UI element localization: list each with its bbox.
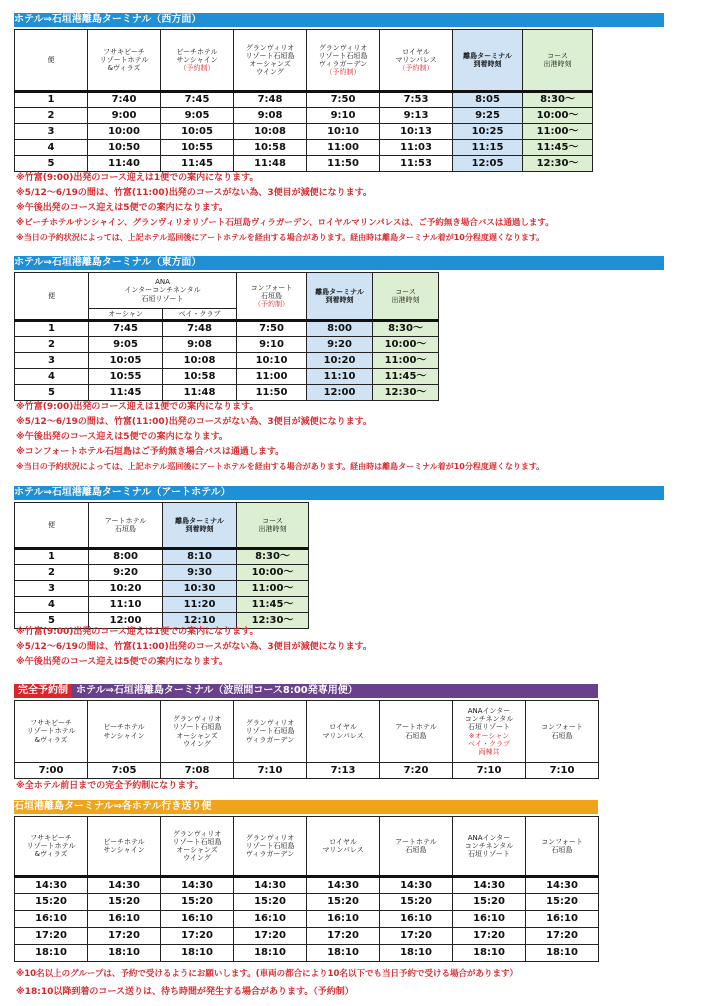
table-cell: 11:45: [89, 385, 163, 401]
table-cell: 18:10: [234, 945, 307, 962]
table-cell: 14:30: [453, 877, 526, 894]
sec3-note: ※5/12～6/19の間は、竹富(11:00)出発のコースがない為、3便目が減便になります。: [16, 642, 372, 652]
table-cell: 12:00: [307, 385, 373, 401]
sec4-header-row: [15, 701, 599, 763]
table-cell: 10:08: [234, 124, 307, 140]
table-cell: 9:05: [89, 337, 163, 353]
table-cell: 15:20: [307, 894, 380, 911]
table-cell: 11:48: [163, 385, 237, 401]
sec2-note: ※当日の予約状況によっては、上記ホテル巡回後にアートホテルを経由する場合があります。経由時は離島ターミナル着が10分程度遅くなります。: [16, 462, 545, 471]
table-cell: 10:50: [88, 140, 161, 156]
table-row: [15, 92, 593, 108]
table-cell: 8:10: [163, 549, 237, 565]
table-cell: 4: [15, 369, 89, 385]
table-cell: 9:10: [237, 337, 307, 353]
table-cell: 17:20: [88, 928, 161, 945]
table-row: [15, 321, 439, 337]
table-cell: 14:30: [234, 877, 307, 894]
table-cell: 1: [15, 549, 89, 565]
table-cell: 10:58: [163, 369, 237, 385]
table-cell: 11:00～: [237, 581, 309, 597]
col-ana: ANA インターコンチネンタル 石垣リゾート: [89, 273, 237, 309]
col-ana: ANAインター コンチネンタル 石垣リゾート: [453, 817, 526, 877]
table-cell: 12:30～: [373, 385, 439, 401]
table-row: [15, 945, 599, 962]
table-cell: 9:20: [89, 565, 163, 581]
table-cell: 12:00: [89, 613, 163, 629]
table-cell: 16:10: [234, 911, 307, 928]
col-beach-sunshine: ビーチホテル サンシャイン （予約制）: [161, 30, 234, 92]
table-cell: 10:20: [307, 353, 373, 369]
sec1-title: ホテル⇒石垣港離島ターミナル（西方面）: [14, 14, 202, 25]
sec2-title-bar: [14, 256, 664, 270]
table-cell: 15:20: [453, 894, 526, 911]
sec2-note: ※コンフォートホテル石垣島はご予約無き場合バスは通過します。: [16, 447, 285, 457]
table-cell: 16:10: [161, 911, 234, 928]
table-cell: 17:20: [161, 928, 234, 945]
table-cell: 14:30: [380, 877, 453, 894]
table-cell: 10:08: [163, 353, 237, 369]
table-cell: 7:00: [15, 763, 88, 779]
table-cell: 11:40: [88, 156, 161, 172]
table-cell: 17:20: [15, 928, 88, 945]
table-cell: 7:45: [161, 92, 234, 108]
col-course-depart: コース 出港時刻: [237, 503, 309, 549]
table-cell: 7:45: [89, 321, 163, 337]
table-row: [15, 337, 439, 353]
table-cell: 14:30: [88, 877, 161, 894]
table-cell: 12:10: [163, 613, 237, 629]
sec1-table: [14, 29, 593, 172]
sec2-header-row: [15, 273, 439, 309]
col-beach-sunshine: ビーチホテル サンシャイン: [88, 701, 161, 763]
table-cell: 8:05: [453, 92, 523, 108]
sec2-note: ※竹富(9:00)出発のコース迎えは1便での案内になります。: [16, 402, 259, 412]
table-cell: 9:00: [88, 108, 161, 124]
sec3-title-bar: [14, 486, 664, 500]
table-cell: 12:30～: [237, 613, 309, 629]
table-cell: 11:00: [237, 369, 307, 385]
table-cell: 3: [15, 353, 89, 369]
sec3-note: ※午後出発のコース迎えは5便での案内になります。: [16, 657, 228, 667]
table-cell: 2: [15, 108, 88, 124]
sec4-table: [14, 700, 599, 779]
col-comfort: コンフォート 石垣島 （予約制）: [237, 273, 307, 321]
table-row: [15, 928, 599, 945]
table-cell: 3: [15, 124, 88, 140]
table-cell: 17:20: [526, 928, 599, 945]
table-cell: 17:20: [234, 928, 307, 945]
sec1-header-row: [15, 30, 593, 92]
table-cell: 11:48: [234, 156, 307, 172]
table-row: [15, 877, 599, 894]
col-fusaki: フサキビーチ リゾートホテル &ヴィラズ: [88, 30, 161, 92]
table-cell: 16:10: [453, 911, 526, 928]
sec1-note: ※竹富(9:00)出発のコース迎えは1便での案内になります。: [16, 173, 259, 183]
col-course-depart: コース 出港時刻: [523, 30, 593, 92]
col-ana: ANAインター コンチネンタル 石垣リゾート ※オーシャン ベイ・クラブ 両棟共: [453, 701, 526, 763]
table-row: [15, 894, 599, 911]
table-cell: 12:30～: [523, 156, 593, 172]
table-cell: 10:10: [237, 353, 307, 369]
table-cell: 10:13: [380, 124, 453, 140]
table-row: [15, 385, 439, 401]
table-cell: 18:10: [161, 945, 234, 962]
table-cell: 11:10: [89, 597, 163, 613]
table-cell: 10:58: [234, 140, 307, 156]
table-cell: 10:55: [161, 140, 234, 156]
table-cell: 10:25: [453, 124, 523, 140]
table-row: [15, 911, 599, 928]
col-royal-marine: ロイヤル マリンパレス: [307, 817, 380, 877]
reservation-badge: 完全予約制: [14, 684, 72, 698]
col-course-depart: コース 出港時刻: [373, 273, 439, 321]
table-row: [15, 353, 439, 369]
table-row: [15, 763, 599, 779]
table-cell: 9:13: [380, 108, 453, 124]
table-cell: 10:00～: [373, 337, 439, 353]
table-cell: 7:05: [88, 763, 161, 779]
table-cell: 17:20: [453, 928, 526, 945]
col-fusaki: フサキビーチ リゾートホテル &ヴィラズ: [15, 701, 88, 763]
table-cell: 18:10: [307, 945, 380, 962]
table-cell: 11:00～: [523, 124, 593, 140]
col-bin: 便: [15, 30, 88, 92]
sec4-title-bar: [14, 684, 598, 698]
table-cell: 18:10: [526, 945, 599, 962]
table-cell: 11:10: [307, 369, 373, 385]
col-comfort: コンフォート 石垣島: [526, 701, 599, 763]
table-cell: 7:20: [380, 763, 453, 779]
sec4-title: ホテル⇒石垣港離島ターミナル（波照間コース8:00発専用便）: [76, 685, 358, 696]
col-bin: 便: [15, 273, 89, 321]
table-cell: 7:40: [88, 92, 161, 108]
table-cell: 10:30: [163, 581, 237, 597]
table-cell: 9:05: [161, 108, 234, 124]
sec2-note: ※5/12～6/19の間は、竹富(11:00)出発のコースがない為、3便目が減便になります。: [16, 417, 372, 427]
col-grandvrio-villa: グランヴィリオ リゾート石垣島 ヴィラガーデン: [234, 701, 307, 763]
col-grandvrio-villa: グランヴィリオ リゾート石垣島 ヴィラガーデン: [234, 817, 307, 877]
table-row: [15, 124, 593, 140]
table-cell: 8:00: [89, 549, 163, 565]
table-cell: 16:10: [307, 911, 380, 928]
table-cell: 8:30～: [373, 321, 439, 337]
table-cell: 10:00～: [237, 565, 309, 581]
table-cell: 8:30～: [237, 549, 309, 565]
col-terminal-arrival: 離島ターミナル 到着時刻: [453, 30, 523, 92]
col-terminal-arrival: 離島ターミナル 到着時刻: [307, 273, 373, 321]
sec5-note: ※10名以上のグループは、予約で受けるようにお願いします。(車両の都合により10名以下でも当日予約で受ける場合があります）: [16, 969, 518, 979]
table-cell: 15:20: [15, 894, 88, 911]
sec2-note: ※午後出発のコース迎えは5便での案内になります。: [16, 432, 228, 442]
table-cell: 16:10: [380, 911, 453, 928]
table-cell: 10:10: [307, 124, 380, 140]
table-cell: 18:10: [453, 945, 526, 962]
col-bin: 便: [15, 503, 89, 549]
table-row: [15, 156, 593, 172]
table-cell: 11:45～: [373, 369, 439, 385]
table-cell: 11:45～: [523, 140, 593, 156]
sec5-note: ※18:10以降到着のコース送りは、待ち時間が発生する場合があります。（予約制）: [16, 987, 354, 997]
table-cell: 2: [15, 565, 89, 581]
col-art-hotel: アートホテル 石垣島: [89, 503, 163, 549]
table-cell: 11:53: [380, 156, 453, 172]
table-cell: 9:08: [234, 108, 307, 124]
table-cell: 1: [15, 92, 88, 108]
table-cell: 15:20: [380, 894, 453, 911]
col-fusaki: フサキビーチ リゾートホテル &ヴィラズ: [15, 817, 88, 877]
table-cell: 16:10: [15, 911, 88, 928]
table-cell: 14:30: [307, 877, 380, 894]
table-cell: 16:10: [526, 911, 599, 928]
table-cell: 9:08: [163, 337, 237, 353]
sec2-title: ホテル⇒石垣港離島ターミナル（東方面）: [14, 257, 202, 268]
table-cell: 18:10: [380, 945, 453, 962]
table-cell: 7:10: [453, 763, 526, 779]
table-cell: 15:20: [88, 894, 161, 911]
table-cell: 10:05: [89, 353, 163, 369]
table-cell: 10:55: [89, 369, 163, 385]
table-row: [15, 565, 309, 581]
col-royal-marine: ロイヤル マリンパレス （予約制）: [380, 30, 453, 92]
col-art-hotel: アートホテル 石垣島: [380, 701, 453, 763]
sec3-note: ※竹富(9:00)出発のコース迎えは1便での案内になります。: [16, 627, 259, 637]
table-cell: 5: [15, 613, 89, 629]
table-cell: 10:20: [89, 581, 163, 597]
sec4-note: ※全ホテル前日までの完全予約制になります。: [16, 781, 204, 791]
table-cell: 4: [15, 597, 89, 613]
table-row: [15, 140, 593, 156]
table-cell: 7:10: [526, 763, 599, 779]
table-cell: 7:50: [237, 321, 307, 337]
col-ocean: オーシャン: [89, 309, 163, 321]
table-cell: 7:53: [380, 92, 453, 108]
table-row: [15, 597, 309, 613]
sec2-table: [14, 272, 439, 401]
table-cell: 12:05: [453, 156, 523, 172]
table-cell: 7:13: [307, 763, 380, 779]
col-bayclub: ベイ・クラブ: [163, 309, 237, 321]
table-cell: 7:08: [161, 763, 234, 779]
table-cell: 7:48: [234, 92, 307, 108]
table-cell: 1: [15, 321, 89, 337]
table-cell: 18:10: [88, 945, 161, 962]
table-cell: 5: [15, 156, 88, 172]
table-cell: 15:20: [234, 894, 307, 911]
table-cell: 2: [15, 337, 89, 353]
sec1-note: ※ビーチホテルサンシャイン、グランヴィリオリゾート石垣島ヴィラガーデン、ロイヤルマリンパレスは、ご予約無き場合バスは通過します。: [16, 218, 554, 228]
table-cell: 10:00: [88, 124, 161, 140]
table-cell: 14:30: [15, 877, 88, 894]
table-cell: 17:20: [380, 928, 453, 945]
sec1-note: ※5/12～6/19の間は、竹富(11:00)出発のコースがない為、3便目が減便になります。: [16, 188, 372, 198]
col-art-hotel: アートホテル 石垣島: [380, 817, 453, 877]
table-cell: 8:00: [307, 321, 373, 337]
table-cell: 11:03: [380, 140, 453, 156]
table-row: [15, 108, 593, 124]
table-cell: 11:45～: [237, 597, 309, 613]
col-grandvrio-ocean: グランヴィリオ リゾート石垣島 オーシャンズ ウイング: [161, 817, 234, 877]
table-cell: 11:50: [307, 156, 380, 172]
table-cell: 7:10: [234, 763, 307, 779]
sec3-table: [14, 502, 309, 629]
sec5-header-row: [15, 817, 599, 877]
table-row: [15, 549, 309, 565]
col-grandvrio-villa: グランヴィリオ リゾート石垣島 ヴィラガーデン （予約制）: [307, 30, 380, 92]
sec5-title-bar: [14, 800, 598, 814]
table-cell: 11:20: [163, 597, 237, 613]
col-grandvrio-ocean: グランヴィリオ リゾート石垣島 オーシャンズ ウイング: [161, 701, 234, 763]
sec3-title: ホテル⇒石垣港離島ターミナル（アートホテル）: [14, 487, 231, 498]
table-cell: 14:30: [161, 877, 234, 894]
table-cell: 16:10: [88, 911, 161, 928]
table-row: [15, 369, 439, 385]
table-cell: 7:48: [163, 321, 237, 337]
table-cell: 10:05: [161, 124, 234, 140]
table-cell: 10:00～: [523, 108, 593, 124]
col-comfort: コンフォート 石垣島: [526, 817, 599, 877]
table-cell: 11:00: [307, 140, 380, 156]
table-cell: 11:15: [453, 140, 523, 156]
table-cell: 7:50: [307, 92, 380, 108]
table-cell: 11:00～: [373, 353, 439, 369]
col-grandvrio-ocean: グランヴィリオ リゾート石垣島 オーシャンズ ウイング: [234, 30, 307, 92]
table-row: [15, 581, 309, 597]
col-beach-sunshine: ビーチホテル サンシャイン: [88, 817, 161, 877]
table-cell: 15:20: [526, 894, 599, 911]
table-cell: 3: [15, 581, 89, 597]
table-cell: 14:30: [526, 877, 599, 894]
table-cell: 9:20: [307, 337, 373, 353]
table-cell: 18:10: [15, 945, 88, 962]
col-royal-marine: ロイヤル マリンパレス: [307, 701, 380, 763]
sec1-note: ※当日の予約状況によっては、上記ホテル巡回後にアートホテルを経由する場合があります。経由時は離島ターミナル着が10分程度遅くなります。: [16, 233, 545, 242]
table-cell: 15:20: [161, 894, 234, 911]
sec5-table: [14, 816, 599, 962]
table-cell: 9:10: [307, 108, 380, 124]
table-cell: 11:45: [161, 156, 234, 172]
table-cell: 4: [15, 140, 88, 156]
table-cell: 9:30: [163, 565, 237, 581]
sec3-header-row: [15, 503, 309, 549]
table-cell: 17:20: [307, 928, 380, 945]
table-cell: 5: [15, 385, 89, 401]
table-cell: 8:30～: [523, 92, 593, 108]
sec1-title-bar: [14, 13, 664, 27]
sec1-note: ※午後出発のコース迎えは5便での案内になります。: [16, 203, 228, 213]
sec5-title: 石垣港離島ターミナル⇒各ホテル行き送り便: [14, 801, 212, 812]
table-cell: 9:25: [453, 108, 523, 124]
col-terminal-arrival: 離島ターミナル 到着時刻: [163, 503, 237, 549]
table-cell: 11:50: [237, 385, 307, 401]
